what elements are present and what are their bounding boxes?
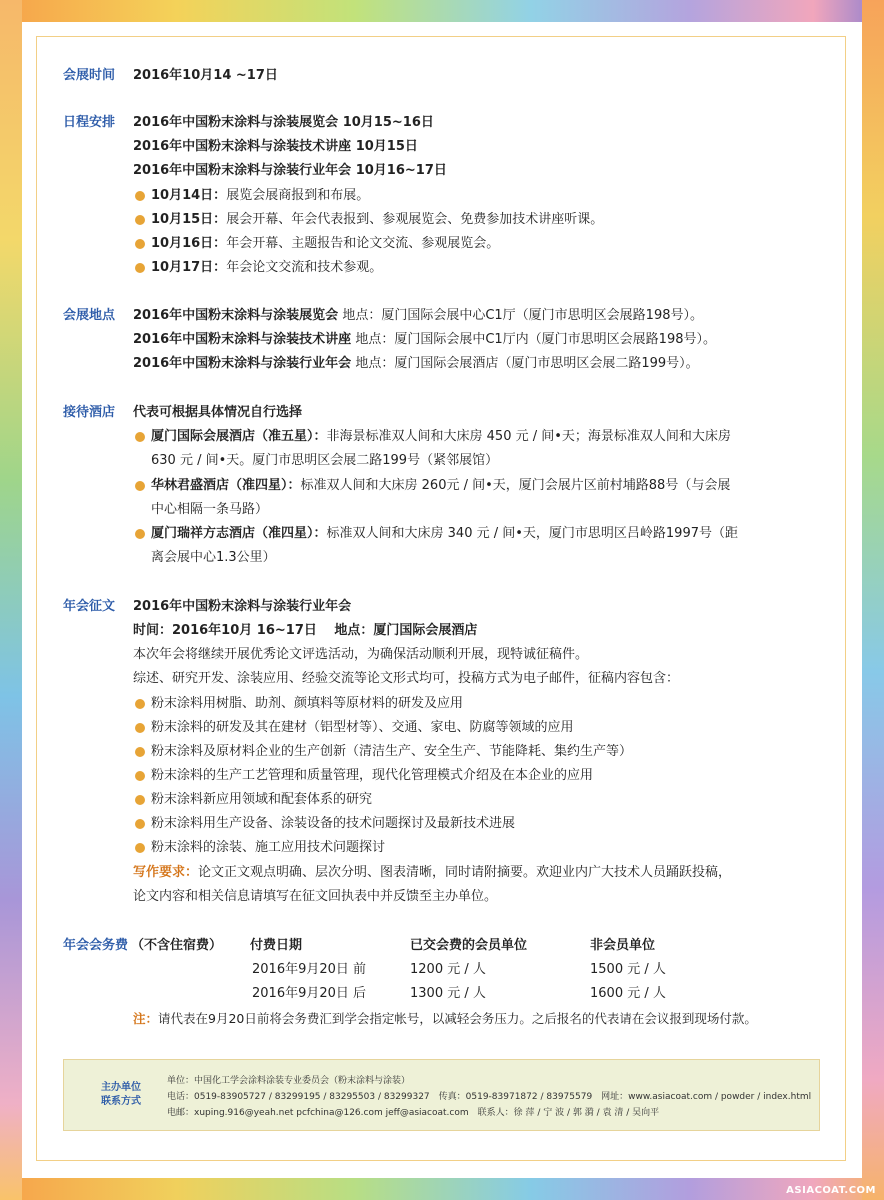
papers-intro: 综述、研究开发、涂装应用、经验交流等论文形式均可，投稿方式为电子邮件，征稿内容包含：: [133, 671, 680, 686]
papers-time-place: 时间：2016年10月 16~17日 地点：厦门国际会展酒店: [133, 623, 478, 638]
fees-cell: 1300 元 / 人: [410, 986, 486, 1001]
writing-requirements-cont: 论文内容和相关信息请填写在征文回执表中并反馈至主办单位。: [133, 889, 498, 904]
fees-note-paren: （不含住宿费）: [131, 938, 223, 953]
bullet-dot: [135, 843, 145, 853]
fees-label: 年会会务费: [63, 938, 129, 953]
schedule-event: 2016年中国粉末涂料与涂装展览会 10月15~16日: [133, 115, 434, 130]
fees-cell: 2016年9月20日 后: [252, 986, 367, 1001]
bullet-dot: [135, 481, 145, 491]
bullet-dot: [135, 747, 145, 757]
hotels-intro: 代表可根据具体情况自行选择: [133, 405, 303, 420]
bullet-dot: [135, 771, 145, 781]
hotel-item: 厦门国际会展酒店（准五星）：非海景标准双人间和大床房 450 元 / 间•天；海景标准双人间和大床房: [151, 429, 731, 444]
bullet-dot: [135, 529, 145, 539]
right-color-rail: [862, 0, 884, 1200]
hotel-item: 厦门瑞祥方志酒店（准四星）：标准双人间和大床房 340 元 / 间•天，厦门市思明区吕岭路1997号（距: [151, 526, 738, 541]
paper-topic: 粉末涂料的涂装、施工应用技术问题探讨: [151, 840, 386, 855]
hotel-item-cont: 630 元 / 间•天。厦门市思明区会展二路199号（紧邻展馆）: [151, 453, 499, 468]
paper-topic: 粉末涂料的生产工艺管理和质量管理，现代化管理模式介绍及在本企业的应用: [151, 768, 594, 783]
paper-topic: 粉末涂料用生产设备、涂装设备的技术问题探讨及最新技术进展: [151, 816, 516, 831]
watermark: ASIACOAT.COM: [786, 1185, 876, 1196]
exhibition-time-label: 会展时间: [63, 68, 116, 83]
footer-label-organizer: 主办单位: [101, 1082, 141, 1093]
schedule-event: 2016年中国粉末涂料与涂装行业年会 10月16~17日: [133, 163, 447, 178]
schedule-day: 10月16日：年会开幕、主题报告和论文交流、参观展览会。: [151, 236, 500, 251]
footer-organizer: 单位：中国化工学会涂料涂装专业委员会（粉末涂料与涂装）: [167, 1076, 411, 1086]
paper-topic: 粉末涂料新应用领域和配套体系的研究: [151, 792, 373, 807]
papers-label: 年会征文: [63, 599, 116, 614]
contact-footer: [63, 1059, 820, 1131]
writing-requirements: 写作要求：论文正文观点明确、层次分明、图表清晰，同时请附摘要。欢迎业内广大技术人员踊跃投稿，: [133, 865, 732, 880]
exhibition-time-value: 2016年10月14 ~17日: [133, 68, 278, 83]
fees-header-nonmember: 非会员单位: [590, 938, 656, 953]
papers-title: 2016年中国粉末涂料与涂装行业年会: [133, 599, 352, 614]
venue-item: 2016年中国粉末涂料与涂装行业年会 地点：厦门国际会展酒店（厦门市思明区会展二路199号）。: [133, 356, 699, 371]
fees-cell: 2016年9月20日 前: [252, 962, 367, 977]
footer-phone: 电话：0519-83905727 / 83299195 / 83295503 / 83299327 传真：0519-83971872 / 83975579 网址：www.asiacoat.com / powder / index.html: [167, 1092, 812, 1102]
bullet-dot: [135, 215, 145, 225]
top-color-band: [0, 0, 884, 22]
bullet-dot: [135, 432, 145, 442]
schedule-event: 2016年中国粉末涂料与涂装技术讲座 10月15日: [133, 139, 418, 154]
schedule-label: 日程安排: [63, 115, 116, 130]
paper-topic: 粉末涂料用树脂、助剂、颜填料等原材料的研发及应用: [151, 696, 464, 711]
fees-note: 注：请代表在9月20日前将会务费汇到学会指定帐号，以减轻会务压力。之后报名的代表请在会议报到现场付款。: [133, 1011, 757, 1026]
fees-cell: 1600 元 / 人: [590, 986, 666, 1001]
footer-label-contact: 联系方式: [101, 1096, 141, 1107]
venue-item: 2016年中国粉末涂料与涂装展览会 地点：厦门国际会展中心C1厅（厦门市思明区会展路198号）。: [133, 308, 703, 323]
fees-cell: 1200 元 / 人: [410, 962, 486, 977]
footer-email: 电邮：xuping.916@yeah.net pcfchina@126.com jeff@asiacoat.com 联系人：徐 萍 / 宁 波 / 郭 漪 / 袁 清 / 吴向平: [167, 1108, 660, 1118]
schedule-day: 10月15日：展会开幕、年会代表报到、参观展览会、免费参加技术讲座听课。: [151, 212, 604, 227]
bullet-dot: [135, 795, 145, 805]
bullet-dot: [135, 723, 145, 733]
bullet-dot: [135, 699, 145, 709]
fees-header-date: 付费日期: [250, 938, 303, 953]
hotel-item-cont: 离会展中心1.3公里）: [151, 550, 276, 565]
hotels-label: 接待酒店: [63, 405, 116, 420]
bullet-dot: [135, 191, 145, 201]
left-color-rail: [0, 0, 22, 1200]
bottom-color-band: [0, 1178, 884, 1200]
papers-intro: 本次年会将继续开展优秀论文评选活动，为确保活动顺利开展，现特诚征稿件。: [133, 647, 589, 662]
venue-label: 会展地点: [63, 308, 116, 323]
fees-cell: 1500 元 / 人: [590, 962, 666, 977]
paper-topic: 粉末涂料及原材料企业的生产创新（清洁生产、安全生产、节能降耗、集约生产等）: [151, 744, 633, 759]
schedule-day: 10月14日：展览会展商报到和布展。: [151, 188, 370, 203]
fees-header-member: 已交会费的会员单位: [410, 938, 528, 953]
paper-topic: 粉末涂料的研发及其在建材（铝型材等）、交通、家电、防腐等领域的应用: [151, 720, 574, 735]
hotel-item-cont: 中心相隔一条马路）: [151, 502, 269, 517]
bullet-dot: [135, 239, 145, 249]
schedule-day: 10月17日：年会论文交流和技术参观。: [151, 260, 383, 275]
venue-item: 2016年中国粉末涂料与涂装技术讲座 地点：厦门国际会展中C1厅内（厦门市思明区会展路198号）。: [133, 332, 716, 347]
hotel-item: 华林君盛酒店（准四星）：标准双人间和大床房 260元 / 间•天，厦门会展片区前村埔路88号（与会展: [151, 478, 731, 493]
bullet-dot: [135, 263, 145, 273]
bullet-dot: [135, 819, 145, 829]
